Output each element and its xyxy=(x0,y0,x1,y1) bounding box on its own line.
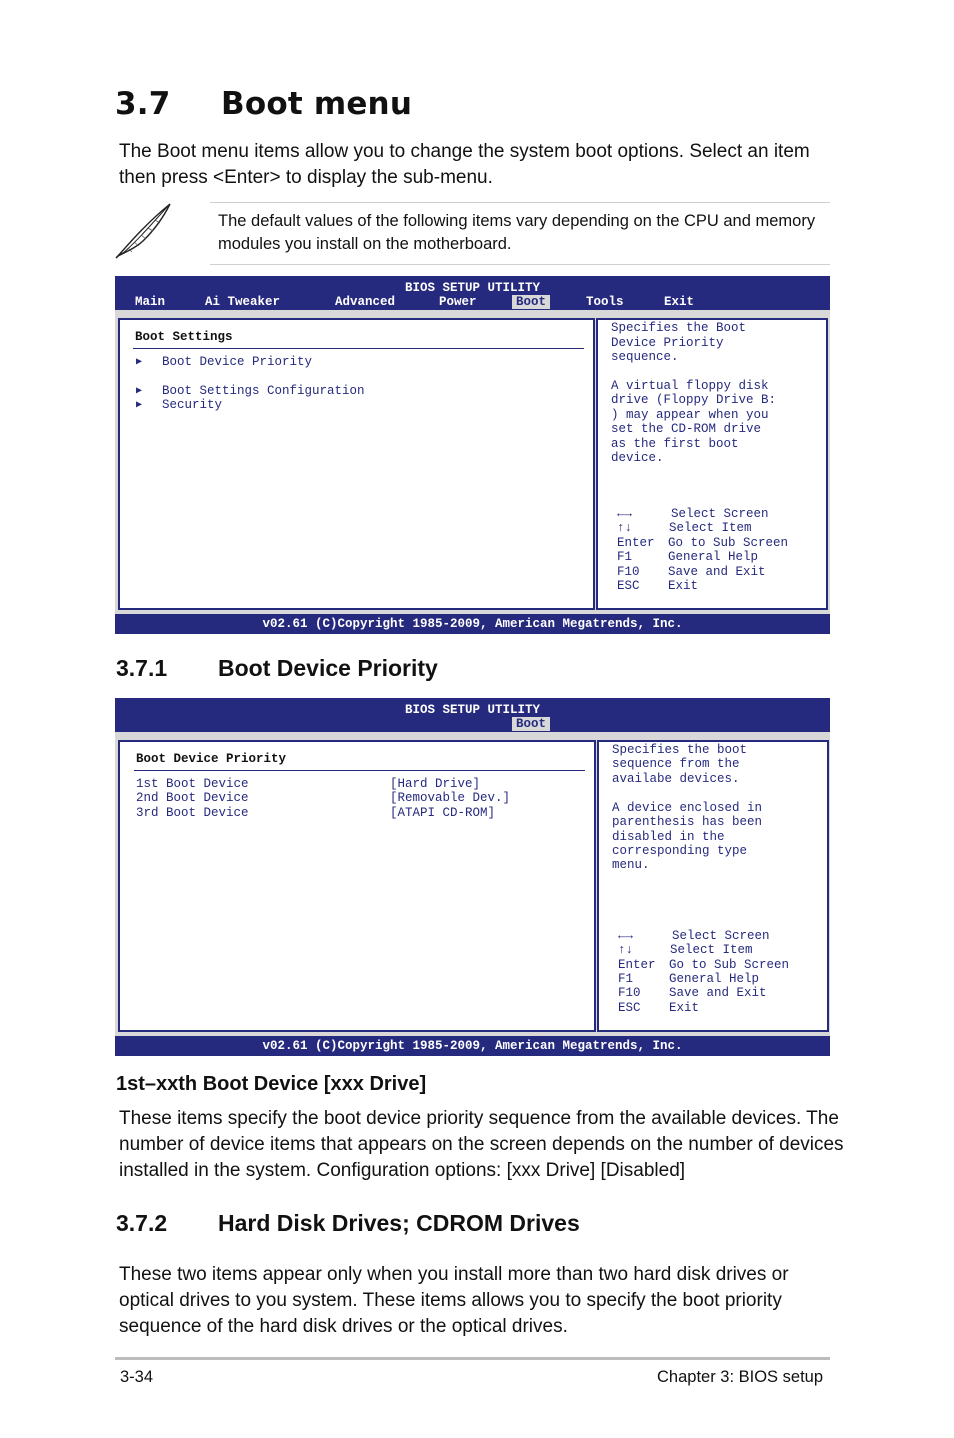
key-up-down: ↑↓ xyxy=(618,943,634,957)
bios-section-title: Boot Device Priority xyxy=(136,752,287,766)
help-line: Specifies the boot xyxy=(612,743,748,757)
key-f1: F1 xyxy=(617,550,633,564)
quill-pen-icon xyxy=(114,200,174,260)
bios-title: BIOS SETUP UTILITY xyxy=(404,703,541,717)
submenu-arrow-icon: ▶ xyxy=(136,400,143,411)
bios-item-security[interactable]: Security xyxy=(162,398,223,412)
subsection-heading: 1st–xxth Boot Device [xxx Drive] xyxy=(116,1073,427,1095)
help-line: ) may appear when you xyxy=(611,408,769,422)
section-3-7-1-heading xyxy=(116,655,438,682)
key-desc: Save and Exit xyxy=(668,565,766,579)
bios-copyright-bar: v02.61 (C)Copyright 1985-2009, American Megatrends, Inc. xyxy=(115,1036,830,1056)
help-line: Specifies the Boot xyxy=(611,321,747,335)
bios-section-title: Boot Settings xyxy=(135,330,233,344)
bios-menu-bar xyxy=(115,698,830,732)
submenu-arrow-icon: ▶ xyxy=(136,357,143,368)
subsection-paragraph: These items specify the boot device priority sequence from the available devices. The number of device items that appears on the screen depends on the number of devices installed in the system. Configuration options: [xxx Drive] [Disabled] xyxy=(119,1108,844,1181)
key-desc: Select Item xyxy=(670,943,753,957)
bios-row-label[interactable]: 1st Boot Device xyxy=(136,777,249,791)
key-desc: Select Screen xyxy=(672,929,770,943)
bios-row-label[interactable]: 3rd Boot Device xyxy=(136,806,249,820)
bios-item-boot-device-priority[interactable]: Boot Device Priority xyxy=(162,355,313,369)
page-number: 3-34 xyxy=(120,1368,154,1386)
bios-menu-power[interactable]: Power xyxy=(439,295,477,309)
bios-menu-tools[interactable]: Tools xyxy=(586,295,624,309)
note-bottom-rule xyxy=(210,264,830,265)
key-enter: Enter xyxy=(617,536,655,550)
chapter-label: Chapter 3: BIOS setup xyxy=(657,1368,824,1386)
submenu-arrow-icon: ▶ xyxy=(136,386,143,397)
bios-row-value[interactable]: [Hard Drive] xyxy=(390,777,481,791)
section-title: Boot menu xyxy=(221,86,413,122)
bios-section-rule xyxy=(134,770,585,771)
key-desc: Go to Sub Screen xyxy=(669,958,790,972)
bios-menu-exit[interactable]: Exit xyxy=(664,295,695,309)
bios-row-value[interactable]: [Removable Dev.] xyxy=(390,791,511,805)
help-line: A device enclosed in xyxy=(612,801,763,815)
note-text: The default values of the following items vary depending on the CPU and memory modules you install on the motherboard. xyxy=(218,212,816,253)
key-desc: General Help xyxy=(668,550,759,564)
help-line: parenthesis has been xyxy=(612,815,763,829)
section-title: Boot Device Priority xyxy=(218,655,438,681)
bios-menu-advanced[interactable]: Advanced xyxy=(335,295,396,309)
key-desc: Select Item xyxy=(669,521,752,535)
bios-menu-boot[interactable]: Boot xyxy=(512,717,550,731)
key-f1: F1 xyxy=(618,972,634,986)
key-desc: Exit xyxy=(669,1001,700,1015)
bios-item-boot-settings-configuration[interactable]: Boot Settings Configuration xyxy=(162,384,365,398)
section-3-7-2-paragraph: These two items appear only when you install more than two hard disk drives or optical drives to you system. These items allows you to specify the boot priority sequence of the hard disk drives or the optical drives. xyxy=(119,1264,789,1337)
key-up-down: ↑↓ xyxy=(617,521,633,535)
bios-menu-ai-tweaker[interactable]: Ai Tweaker xyxy=(205,295,281,309)
section-title: Hard Disk Drives; CDROM Drives xyxy=(218,1210,580,1236)
key-desc: General Help xyxy=(669,972,760,986)
key-f10: F10 xyxy=(618,986,641,1000)
help-line: availabe devices. xyxy=(612,772,740,786)
bios-copyright-bar: v02.61 (C)Copyright 1985-2009, American Megatrends, Inc. xyxy=(115,614,830,634)
help-line: disabled in the xyxy=(612,830,725,844)
key-desc: Save and Exit xyxy=(669,986,767,1000)
key-enter: Enter xyxy=(618,958,656,972)
key-f10: F10 xyxy=(617,565,640,579)
help-line: menu. xyxy=(612,858,650,872)
key-left-right: ←→ xyxy=(617,507,633,521)
note-top-rule xyxy=(210,202,830,203)
bios-screen-boot-device-priority xyxy=(115,698,830,1056)
help-line: drive (Floppy Drive B: xyxy=(611,393,777,407)
key-desc: Go to Sub Screen xyxy=(668,536,789,550)
bios-menu-boot[interactable]: Boot xyxy=(512,295,550,309)
section-number: 3.7.1 xyxy=(116,655,168,681)
intro-paragraph: The Boot menu items allow you to change the system boot options. Select an item then press <Enter> to display the sub-menu. xyxy=(119,141,810,188)
help-line: corresponding type xyxy=(612,844,748,858)
key-desc: Exit xyxy=(668,579,699,593)
help-line: sequence. xyxy=(611,350,679,364)
help-line: set the CD-ROM drive xyxy=(611,422,762,436)
bios-menu-bar xyxy=(115,276,830,310)
section-3-7-2-heading xyxy=(116,1210,580,1237)
help-line: A virtual floppy disk xyxy=(611,379,769,393)
bios-title: BIOS SETUP UTILITY xyxy=(404,281,541,295)
bios-row-value[interactable]: [ATAPI CD-ROM] xyxy=(390,806,496,820)
key-esc: ESC xyxy=(618,1001,641,1015)
key-esc: ESC xyxy=(617,579,640,593)
footer-rule xyxy=(115,1357,830,1360)
page-title xyxy=(115,86,412,122)
help-line: sequence from the xyxy=(612,757,740,771)
help-line: device. xyxy=(611,451,664,465)
section-number: 3.7.2 xyxy=(116,1210,168,1236)
help-line: Device Priority xyxy=(611,336,724,350)
bios-menu-main[interactable]: Main xyxy=(135,295,166,309)
bios-row-label[interactable]: 2nd Boot Device xyxy=(136,791,249,805)
key-desc: Select Screen xyxy=(671,507,769,521)
section-number: 3.7 xyxy=(115,86,171,122)
key-left-right: ←→ xyxy=(618,929,634,943)
bios-section-rule xyxy=(133,348,584,349)
bios-screen-boot-menu xyxy=(115,276,830,634)
help-line: as the first boot xyxy=(611,437,739,451)
